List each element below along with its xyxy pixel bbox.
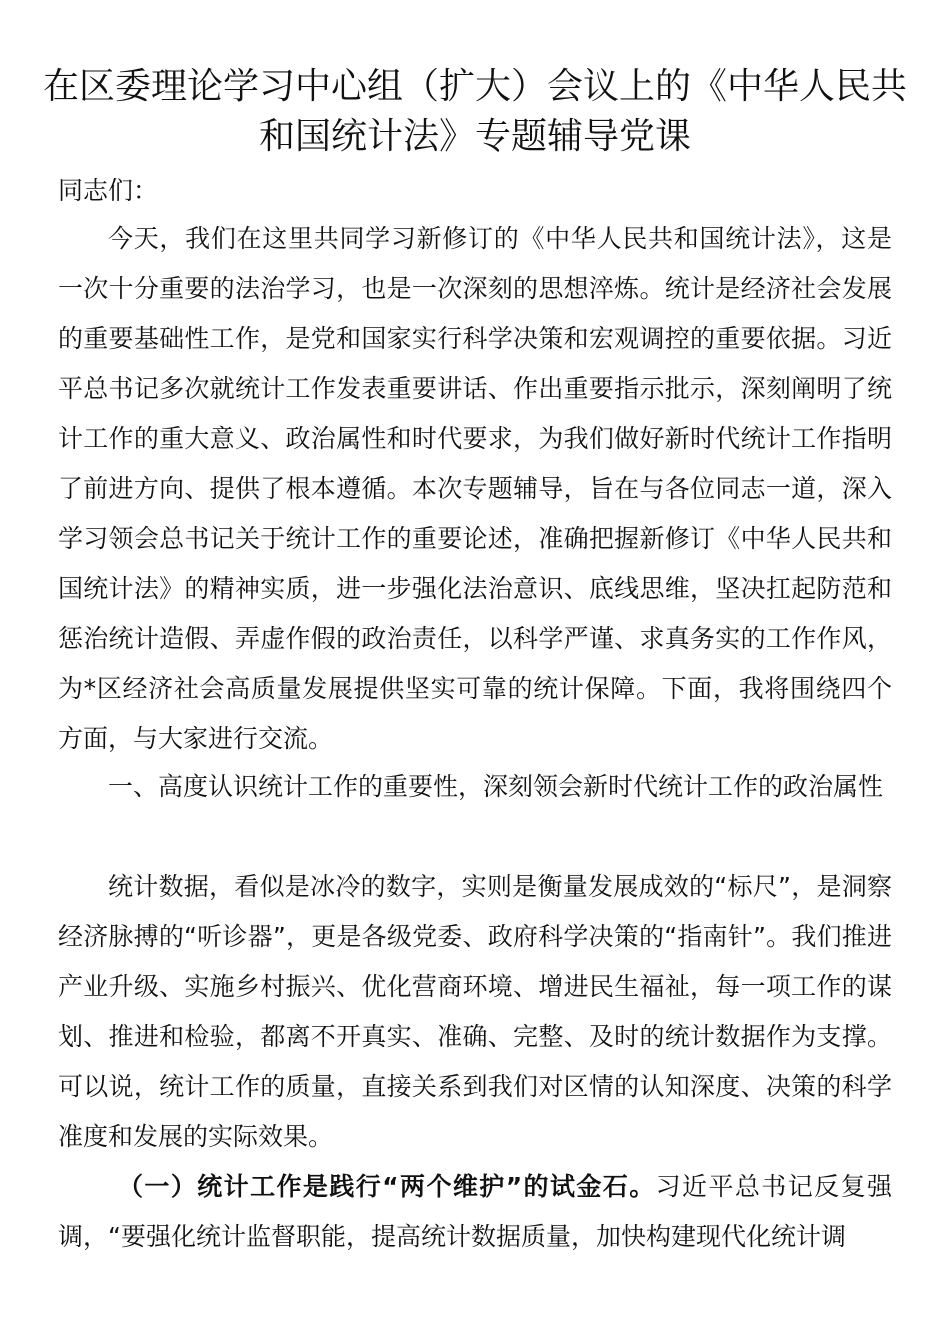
subsection-one-text: 习近平总书记反复强调，“要强化统计监督职能，提高统计数据质量，加快构建现代化统计调	[58, 1172, 892, 1251]
section-one-heading: 一、高度认识统计工作的重要性，深刻领会新时代统计工作的政治属性	[108, 772, 884, 801]
section-one-paragraph: 统计数据，看似是冰冷的数字，实则是衡量发展成效的“标尺”，是洞察经济脉搏的“听诊器”，更是各级党委、政府科学决策的“指南针”。我们推进产业升级、实施乡村振兴、优化营商环境、增进民生福祉，每一项工作的谋划、推进和检验，都离不开真实、准确、完整、及时的统计数据作为支撑。可以说，统计工作的质量，直接关系到我们对区情的认知深度、决策的科学准度和发展的实际效果。	[58, 872, 892, 1151]
subsection-one-lead: （一）统计工作是践行“两个维护”的试金石。	[118, 1172, 656, 1201]
document-title: 在区委理论学习中心组（扩大）会议上的《中华人民共和国统计法》专题辅导党课	[42, 66, 907, 157]
greeting: 同志们：	[58, 176, 159, 205]
intro-paragraph: 今天，我们在这里共同学习新修订的《中华人民共和国统计法》，这是一次十分重要的法治学习，也是一次深刻的思想淬炼。统计是经济社会发展的重要基础性工作，是党和国家实行科学决策和宏观调控的重要依据。习近平总书记多次就统计工作发表重要讲话、作出重要指示批示，深刻阐明了统计工作的重大意义、政治属性和时代要求，为我们做好新时代统计工作指明了前进方向、提供了根本遵循。本次专题辅导，旨在与各位同志一道，深入学习领会总书记关于统计工作的重要论述，准确把握新修订《中华人民共和国统计法》的精神实质，进一步强化法治意识、底线思维，坚决扛起防范和惩治统计造假、弄虚作假的政治责任，以科学严谨、求真务实的工作作风，为*区经济社会高质量发展提供坚实可靠的统计保障。下面，我将围绕四个方面，与大家进行交流。	[58, 224, 892, 753]
subsection-one-paragraph	[58, 1162, 892, 1262]
